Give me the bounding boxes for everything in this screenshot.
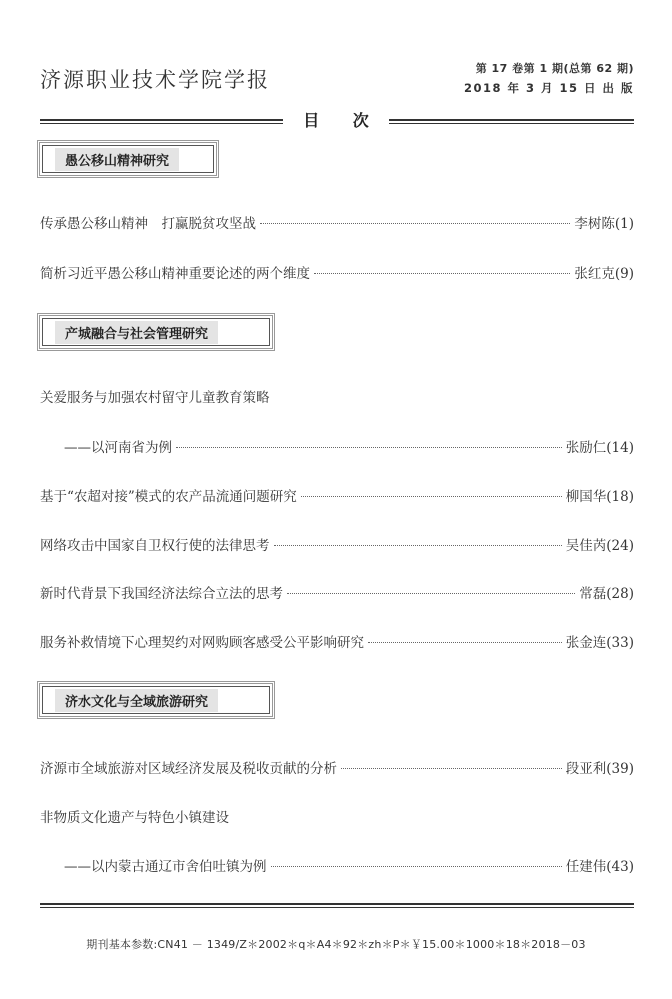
leader-dots (271, 866, 562, 867)
entry-title[interactable]: 关爱服务与加强农村留守儿童教育策略 (40, 390, 270, 406)
entry-author-page: 段亚利(39) (565, 761, 634, 777)
section-title: 愚公移山精神研究 (55, 148, 179, 171)
toc-entry[interactable] (40, 262, 634, 282)
leader-dots (368, 642, 562, 643)
journal-title: 济源职业技术学院学报 (40, 68, 270, 92)
toc-entry[interactable] (40, 582, 634, 602)
entry-title: 传承愚公移山精神 打赢脱贫攻坚战 (40, 216, 256, 232)
entry-author-page: 李树陈(1) (574, 216, 634, 232)
footer-rule (40, 903, 634, 908)
section-title: 产城融合与社会管理研究 (55, 321, 218, 344)
entry-author-page: 张红克(9) (574, 266, 634, 282)
leader-dots (314, 273, 570, 274)
toc-entry[interactable] (40, 212, 634, 232)
leader-dots (260, 223, 570, 224)
entry-title[interactable]: 非物质文化遗产与特色小镇建设 (40, 810, 229, 826)
section-title: 济水文化与全域旅游研究 (55, 689, 218, 712)
entry-title: 服务补救情境下心理契约对网购顾客感受公平影响研究 (40, 635, 364, 651)
entry-subtitle: ——以河南省为例 (64, 440, 172, 456)
issue-volume: 第 17 卷第 1 期(总第 62 期) (475, 62, 634, 75)
leader-dots (301, 496, 562, 497)
toc-entry[interactable] (40, 631, 634, 651)
entry-subtitle: ——以内蒙古通辽市舍伯吐镇为例 (64, 859, 267, 875)
section-header (42, 318, 270, 346)
entry-title: 基于“农超对接”模式的农产品流通问题研究 (40, 489, 297, 505)
entry-title: 新时代背景下我国经济法综合立法的思考 (40, 586, 283, 602)
leader-dots (341, 768, 562, 769)
leader-dots (287, 593, 575, 594)
entry-title: 济源市全域旅游对区域经济发展及税收贡献的分析 (40, 761, 337, 777)
toc-title: 目 次 (0, 108, 672, 131)
section-header (42, 145, 214, 173)
entry-author-page: 吴佳芮(24) (565, 538, 634, 554)
section-header (42, 686, 270, 714)
toc-entry[interactable] (64, 436, 634, 456)
leader-dots (274, 545, 562, 546)
issue-date: 2018 年 3 月 15 日 出 版 (463, 81, 634, 95)
entry-author-page: 张金连(33) (565, 635, 634, 651)
toc-entry[interactable] (40, 485, 634, 505)
entry-author-page: 常磊(28) (579, 586, 634, 602)
leader-dots (176, 447, 562, 448)
entry-title: 简析习近平愚公移山精神重要论述的两个维度 (40, 266, 310, 282)
toc-entry[interactable] (64, 855, 634, 875)
entry-author-page: 张励仁(14) (565, 440, 634, 456)
toc-entry[interactable] (40, 757, 634, 777)
entry-title: 网络攻击中国家自卫权行使的法律思考 (40, 538, 270, 554)
entry-author-page: 柳国华(18) (565, 489, 634, 505)
journal-parameters: 期刊基本参数:CN41 － 1349/Z＊2002＊q＊A4＊92＊zh＊P＊￥15.00＊1000＊18＊2018－03 (86, 938, 586, 951)
toc-entry[interactable] (40, 534, 634, 554)
entry-author-page: 任建伟(43) (565, 859, 634, 875)
